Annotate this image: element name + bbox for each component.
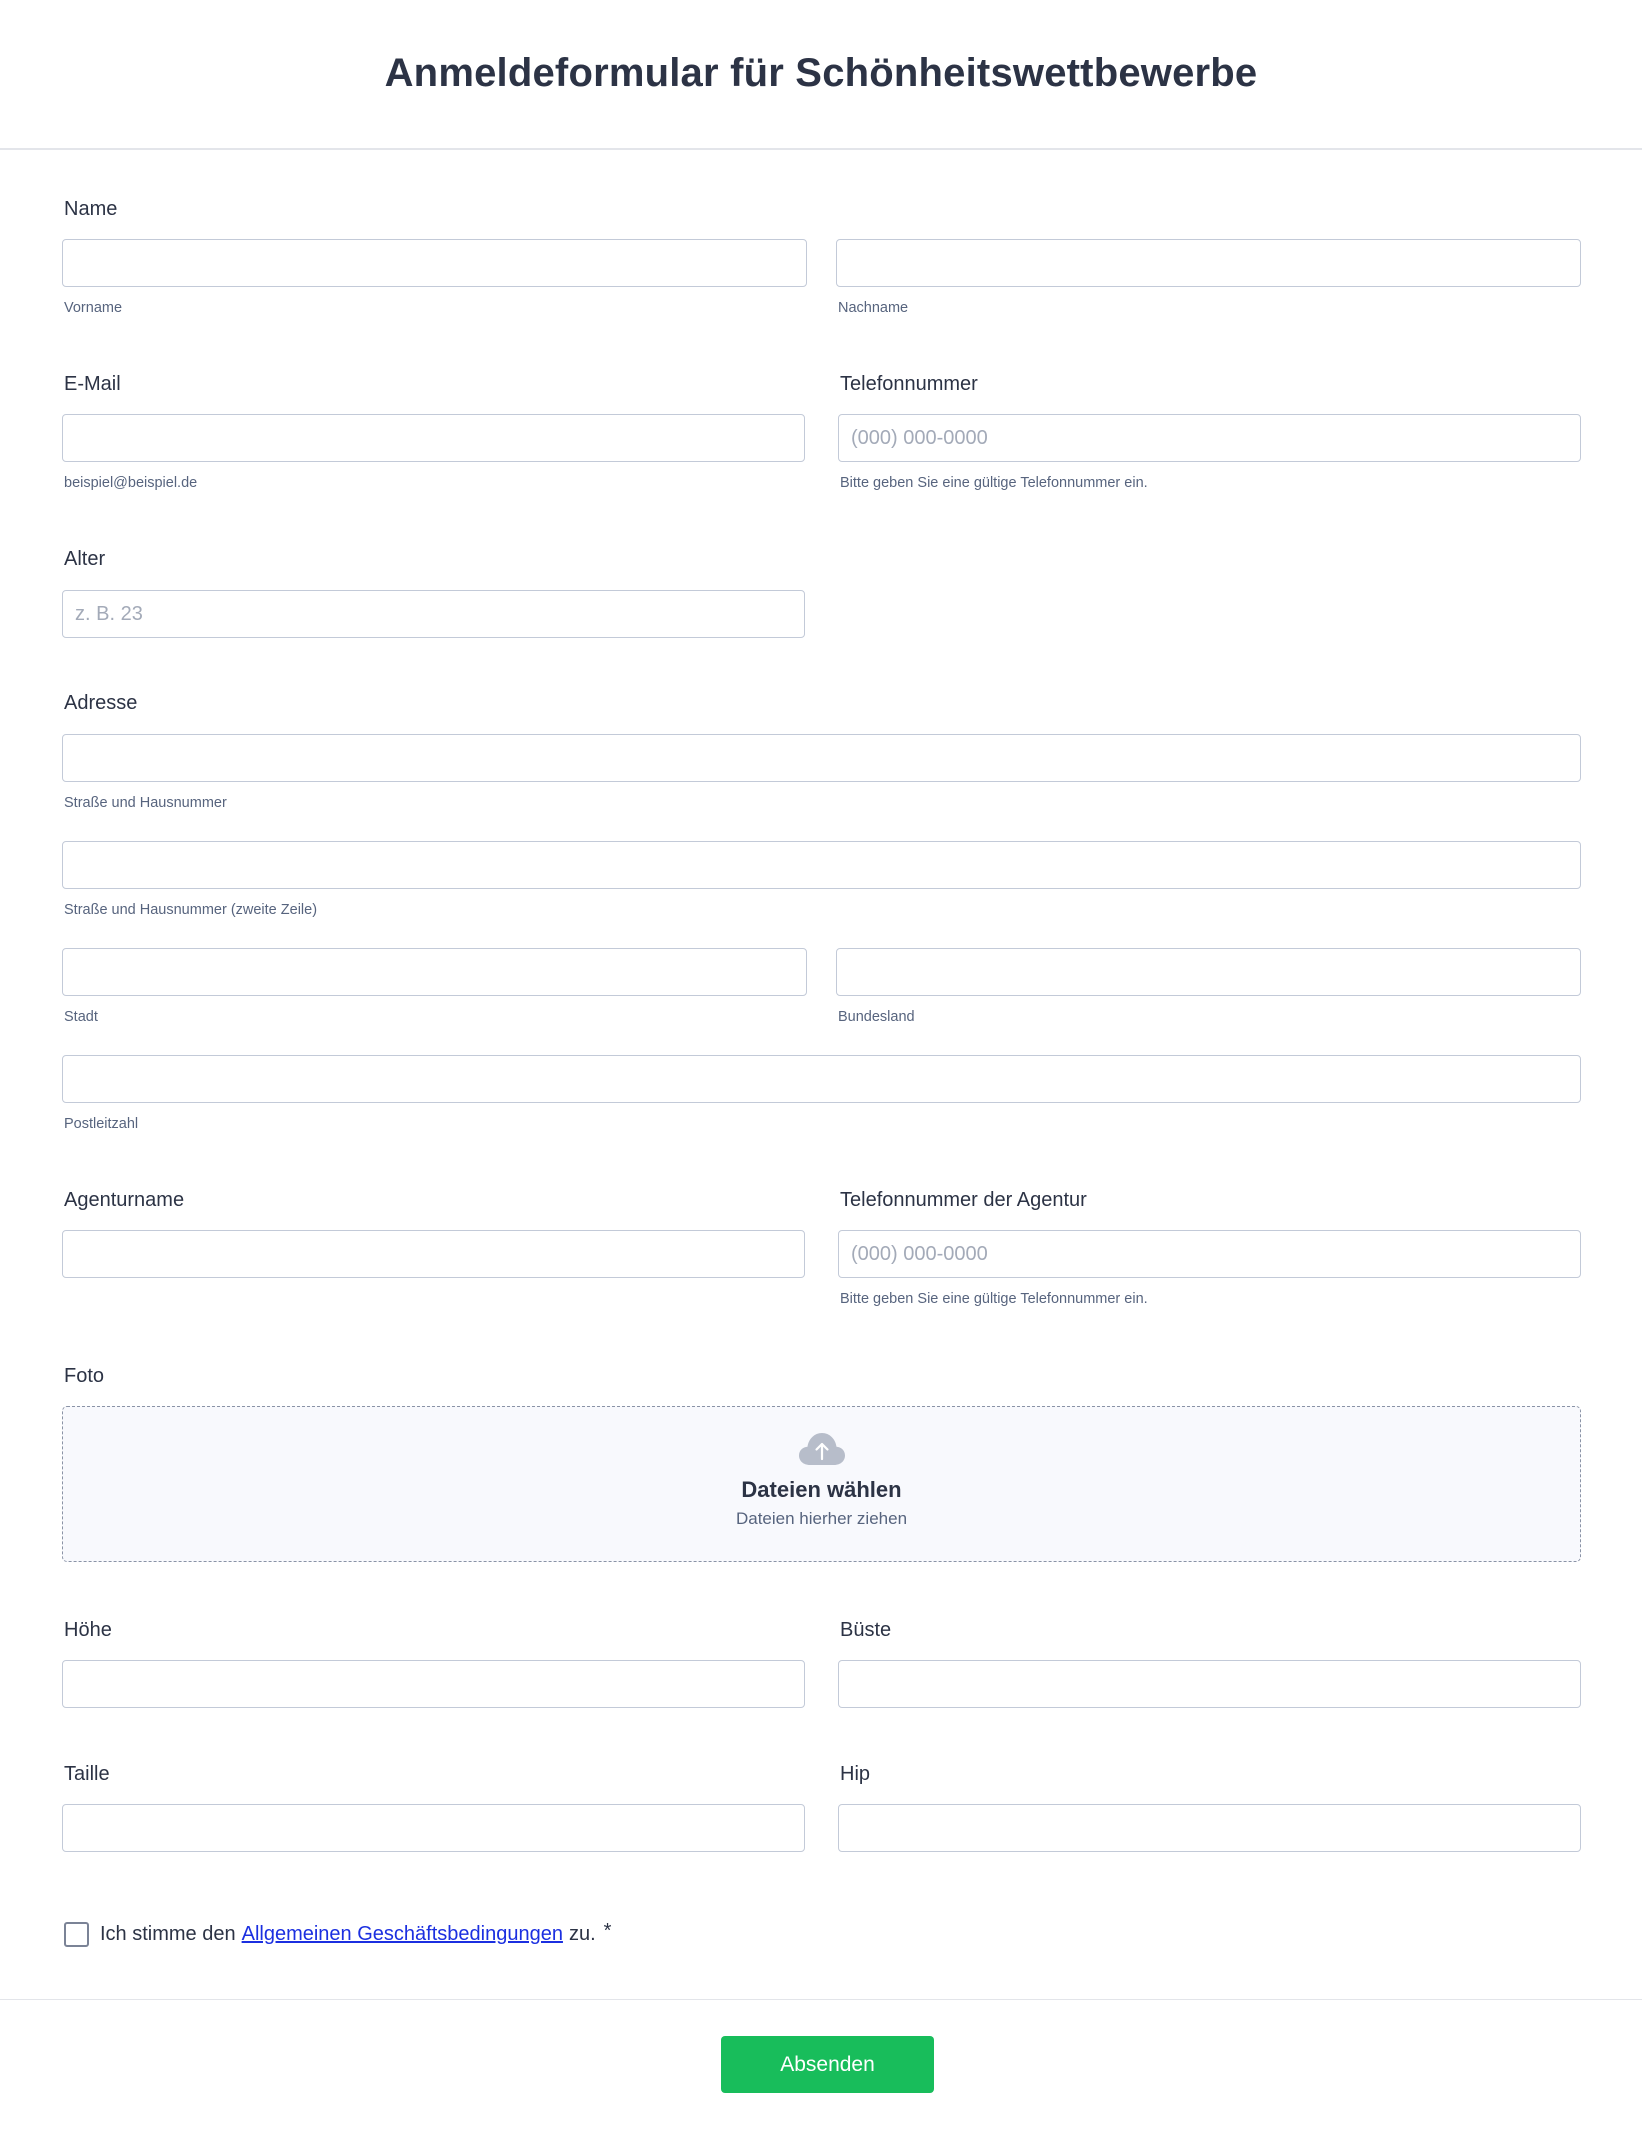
address-label: Adresse — [64, 692, 138, 714]
drag-files-hint: Dateien hierher ziehen — [735, 1509, 908, 1528]
email-label: E-Mail — [64, 373, 121, 395]
terms-checkbox[interactable] — [64, 1922, 89, 1947]
height-label: Höhe — [64, 1619, 112, 1641]
name-label: Name — [64, 198, 118, 220]
agency-phone-label: Telefonnummer der Agentur — [840, 1189, 1087, 1211]
first-name-sublabel: Vorname — [64, 300, 123, 316]
waist-label: Taille — [64, 1763, 110, 1785]
last-name-sublabel: Nachname — [838, 300, 909, 316]
terms-suffix: zu. — [568, 1923, 596, 1945]
email-input[interactable] — [62, 414, 805, 462]
terms-consent — [64, 1922, 611, 1947]
agency-label: Agenturname — [64, 1189, 185, 1211]
state-sublabel: Bundesland — [838, 1009, 915, 1025]
submit-button[interactable]: Absenden — [721, 2036, 934, 2093]
bust-input[interactable] — [838, 1660, 1581, 1708]
zip-input[interactable] — [62, 1055, 1581, 1103]
height-input[interactable] — [62, 1660, 805, 1708]
phone-input[interactable] — [838, 414, 1581, 462]
hip-input[interactable] — [838, 1804, 1581, 1852]
waist-input[interactable] — [62, 1804, 805, 1852]
first-name-input[interactable] — [62, 239, 807, 287]
street2-input[interactable] — [62, 841, 1581, 889]
agency-phone-input[interactable] — [838, 1230, 1581, 1278]
zip-sublabel: Postleitzahl — [64, 1116, 139, 1132]
photo-label: Foto — [64, 1365, 105, 1387]
city-input[interactable] — [62, 948, 807, 996]
choose-files-button[interactable]: Dateien wählen — [741, 1477, 902, 1502]
state-input[interactable] — [836, 948, 1581, 996]
phone-label: Telefonnummer — [840, 373, 978, 395]
street-input[interactable] — [62, 734, 1581, 782]
form-header — [0, 0, 1642, 150]
age-input[interactable] — [62, 590, 805, 638]
city-sublabel: Stadt — [64, 1009, 98, 1025]
bust-label: Büste — [840, 1619, 892, 1641]
agency-input[interactable] — [62, 1230, 805, 1278]
phone-sublabel: Bitte geben Sie eine gültige Telefonnummer ein. — [840, 475, 1148, 491]
terms-link[interactable]: Allgemeinen Geschäftsbedingungen — [241, 1923, 563, 1945]
last-name-input[interactable] — [836, 239, 1581, 287]
email-sublabel: beispiel@beispiel.de — [64, 475, 198, 491]
hip-label: Hip — [840, 1763, 871, 1785]
street-sublabel: Straße und Hausnummer — [64, 795, 227, 811]
age-label: Alter — [64, 548, 106, 570]
required-asterisk: * — [603, 1920, 612, 1942]
file-upload-dropzone[interactable] — [62, 1406, 1581, 1562]
terms-prefix: Ich stimme den — [100, 1923, 236, 1945]
cloud-upload-icon — [798, 1431, 846, 1467]
street2-sublabel: Straße und Hausnummer (zweite Zeile) — [64, 902, 318, 918]
agency-phone-sublabel: Bitte geben Sie eine gültige Telefonnummer ein. — [840, 1291, 1148, 1307]
form-title: Anmeldeformular für Schönheitswettbewerbe — [384, 50, 1258, 95]
